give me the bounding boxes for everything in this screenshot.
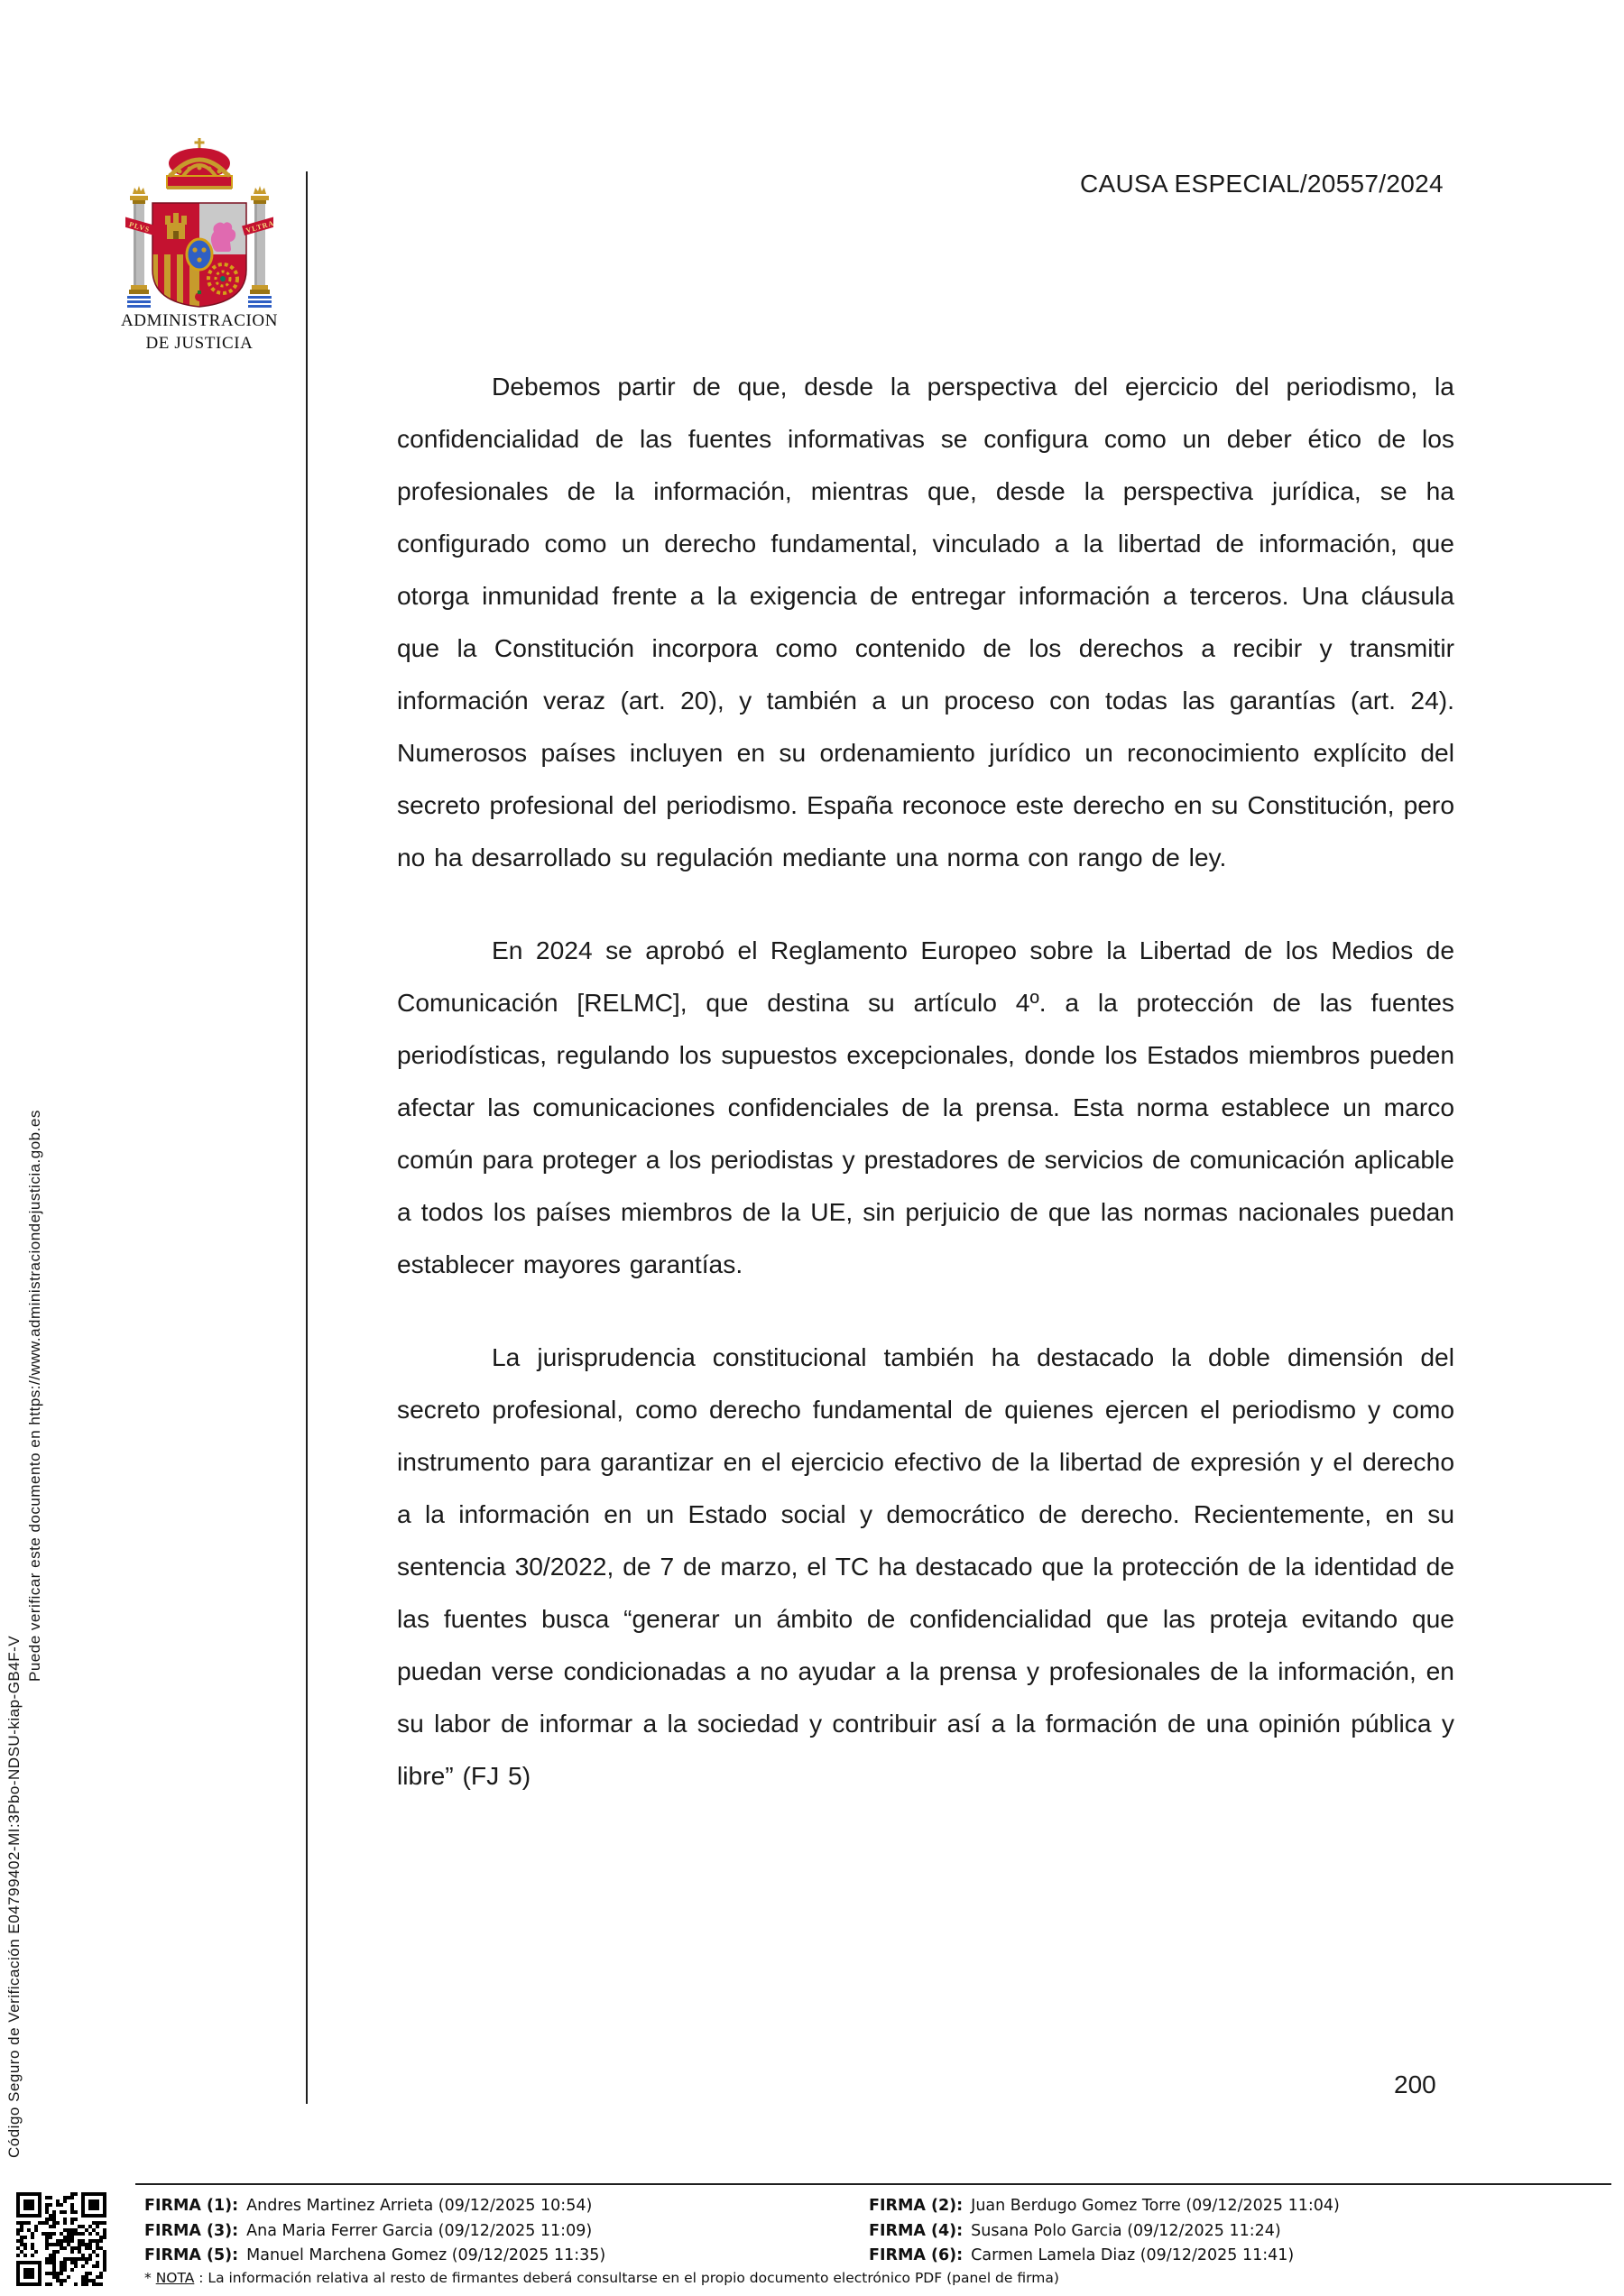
note-label: NOTA [155, 2270, 195, 2286]
signature-row [869, 2219, 1340, 2245]
org-name-line2: DE JUSTICIA [145, 334, 254, 353]
page-number: 200 [1394, 2070, 1436, 2098]
paragraph-3: La jurisprudencia constitucional también ha destacado la doble dimensión del secreto profesional, como derecho fundamental de quienes ejercen el periodismo y como instrumento para garantizar en el ejercicio efectivo de la libertad de expresión y el derecho a la información en un Estado social y democrático de derecho. Recientemente, en su sentencia 30/2022, de 7 de marzo, el TC ha destacado que la protección de la identidad de las fuentes busca “generar un ámbito de confidencialidad que las proteja evitando que puedan verse condicionadas a no ayudar a la prensa y profesionales de la información, en su labor de informar a la sociedad y contribuir así a la formación de una opinión pública y libre” (FJ 5) [397, 1342, 1454, 1790]
org-name-line1: ADMINISTRACION [120, 311, 279, 330]
signature-name: Manuel Marchena Gomez (09/12/2025 11:35) [246, 2246, 606, 2264]
signature-row [144, 2219, 605, 2245]
signature-row [869, 2194, 1340, 2219]
signature-column-right [869, 2194, 1340, 2269]
signature-label: FIRMA (5): [144, 2246, 239, 2264]
note-text: : La información relativa al resto de firmantes deberá consultarse en el propio documento electrónico PDF (panel de firma) [194, 2270, 1059, 2286]
spain-coat-of-arms-icon [125, 136, 273, 309]
signature-note [144, 2270, 1059, 2286]
signature-row [144, 2194, 605, 2219]
case-reference: CAUSA ESPECIAL/20557/2024 [1080, 170, 1444, 198]
note-star: * [144, 2270, 156, 2286]
verification-code-text: Código Seguro de Verificación E04799402-MI:3Pbo-NDSU-kiap-GB4F-V [5, 1635, 23, 2158]
signature-name: Susana Polo Garcia (09/12/2025 11:24) [971, 2221, 1281, 2240]
signature-column-left [144, 2194, 605, 2269]
margin-divider-line [306, 171, 308, 2104]
qr-code [16, 2192, 106, 2286]
fleur-oval [187, 239, 212, 270]
royal-crown-icon [167, 138, 232, 189]
spain-coat-of-arms [125, 136, 273, 309]
motto-vltra-label: VLTRA [245, 218, 273, 235]
castle-emblem [165, 213, 187, 239]
paragraph-2: En 2024 se aprobó el Reglamento Europeo sobre la Libertad de los Medios de Comunicación [RELMC], que destina su artículo 4º. a la protección de las fuentes periodísticas, regulando los supuestos excepcionales, donde los Estados miembros pueden afectar las comunicaciones confidenciales de la prensa. Esta norma establece un marco común para proteger a los periodistas y prestadores de servicios de comunicación aplicable a todos los países miembros de la UE, sin perjuicio de que las normas nacionales puedan establecer mayores garantías. [397, 936, 1454, 1278]
signature-name: Ana Maria Ferrer Garcia (09/12/2025 11:09) [246, 2221, 593, 2240]
signature-label: FIRMA (3): [144, 2221, 239, 2240]
paragraph-1: Debemos partir de que, desde la perspectiva del ejercicio del periodismo, la confidencialidad de las fuentes informativas se configura como un deber ético de los profesionales de la información, mientras que, desde la perspectiva jurídica, se ha configurado como un derecho fundamental, vinculado a la libertad de información, que otorga inmunidad frente a la exigencia de entregar información a terceros. Una cláusula que la Constitución incorpora como contenido de los derechos a recibir y transmitir información veraz (art. 20), y también a un proceso con todas las garantías (art. 24). Numerosos países incluyen en su ordenamiento jurídico un reconocimiento explícito del secreto profesional del periodismo. España reconoce este derecho en su Constitución, pero no ha desarrollado su regulación mediante una norma con rango de ley. [397, 372, 1454, 871]
org-name [94, 309, 305, 355]
signature-name: Carmen Lamela Diaz (09/12/2025 11:41) [971, 2246, 1295, 2264]
pillar-left [127, 186, 151, 308]
document-body [397, 360, 1454, 1842]
signature-name: Andres Martinez Arrieta (09/12/2025 10:54) [246, 2197, 593, 2215]
signature-label: FIRMA (4): [869, 2221, 964, 2240]
pillar-right [248, 186, 272, 308]
signature-row [869, 2244, 1340, 2269]
signature-label: FIRMA (6): [869, 2246, 964, 2264]
signature-label: FIRMA (2): [869, 2197, 964, 2215]
signature-label: FIRMA (1): [144, 2197, 239, 2215]
signature-row [144, 2244, 605, 2269]
verification-url-text: Puede verificar este documento en https://www.administraciondejusticia.gob.es [26, 1110, 43, 1682]
motto-plus-label: PLVS [128, 220, 152, 235]
signature-divider-line [135, 2183, 1611, 2185]
signature-name: Juan Berdugo Gomez Torre (09/12/2025 11:04) [971, 2197, 1340, 2215]
